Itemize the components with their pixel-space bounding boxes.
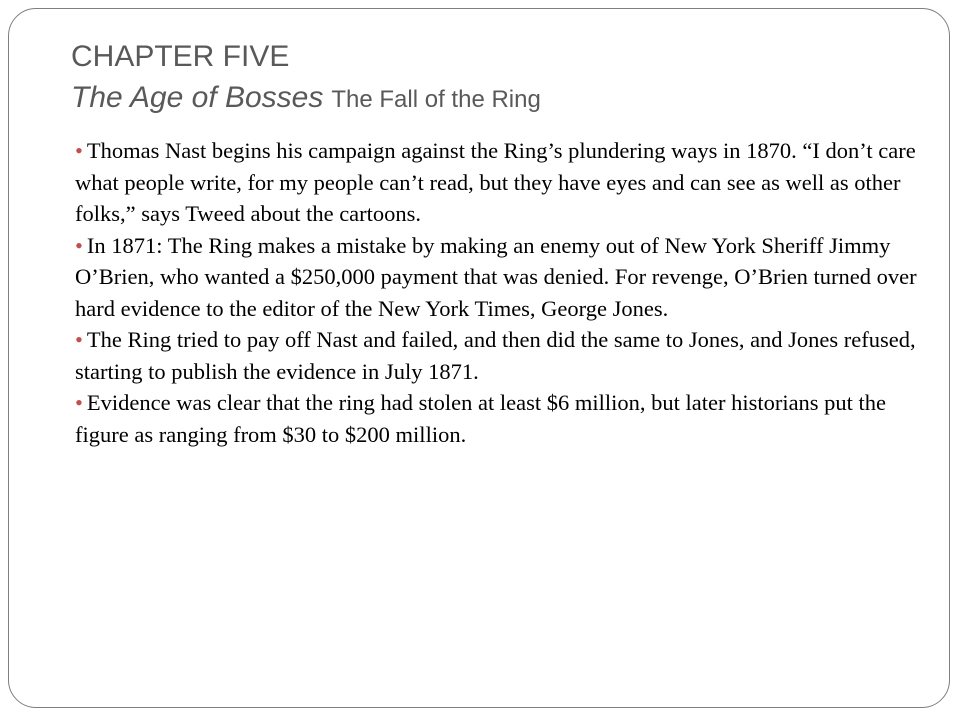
chapter-label: CHAPTER FIVE [71, 40, 290, 73]
bullet-text: In 1871: The Ring makes a mistake by making an enemy out of New York Sheriff Jimmy O’Brien, who wanted a $250,000 payment that was denied. For revenge, O’Brien turned over hard evidence to the editor of the New York Times, George Jones. [75, 232, 917, 321]
section-subtitle: The Fall of the Ring [331, 86, 541, 113]
bullet-text: Evidence was clear that the ring had stolen at least $6 million, but later historians put the figure as ranging from $30 to $200 million. [75, 390, 887, 447]
bullet-item [75, 387, 935, 450]
bullet-list [75, 135, 935, 450]
slide-frame [8, 8, 950, 708]
bullet-item [75, 135, 935, 230]
bullet-icon: • [75, 390, 83, 415]
chapter-title: The Age of Bosses [71, 81, 324, 114]
bullet-text: The Ring tried to pay off Nast and failed, and then did the same to Jones, and Jones refused, starting to publish the evidence in July 1871. [75, 327, 916, 384]
bullet-icon: • [75, 138, 83, 163]
bullet-item [75, 230, 935, 325]
bullet-text: Thomas Nast begins his campaign against the Ring’s plundering ways in 1870. “I don’t care what people write, for my people can’t read, but they have eyes and can see as well as other folks,” says Tweed about the cartoons. [75, 138, 916, 226]
title-line-2 [71, 77, 541, 116]
bullet-item [75, 324, 935, 387]
bullet-icon: • [75, 232, 83, 258]
slide-title [71, 39, 541, 116]
bullet-icon: • [75, 327, 83, 352]
